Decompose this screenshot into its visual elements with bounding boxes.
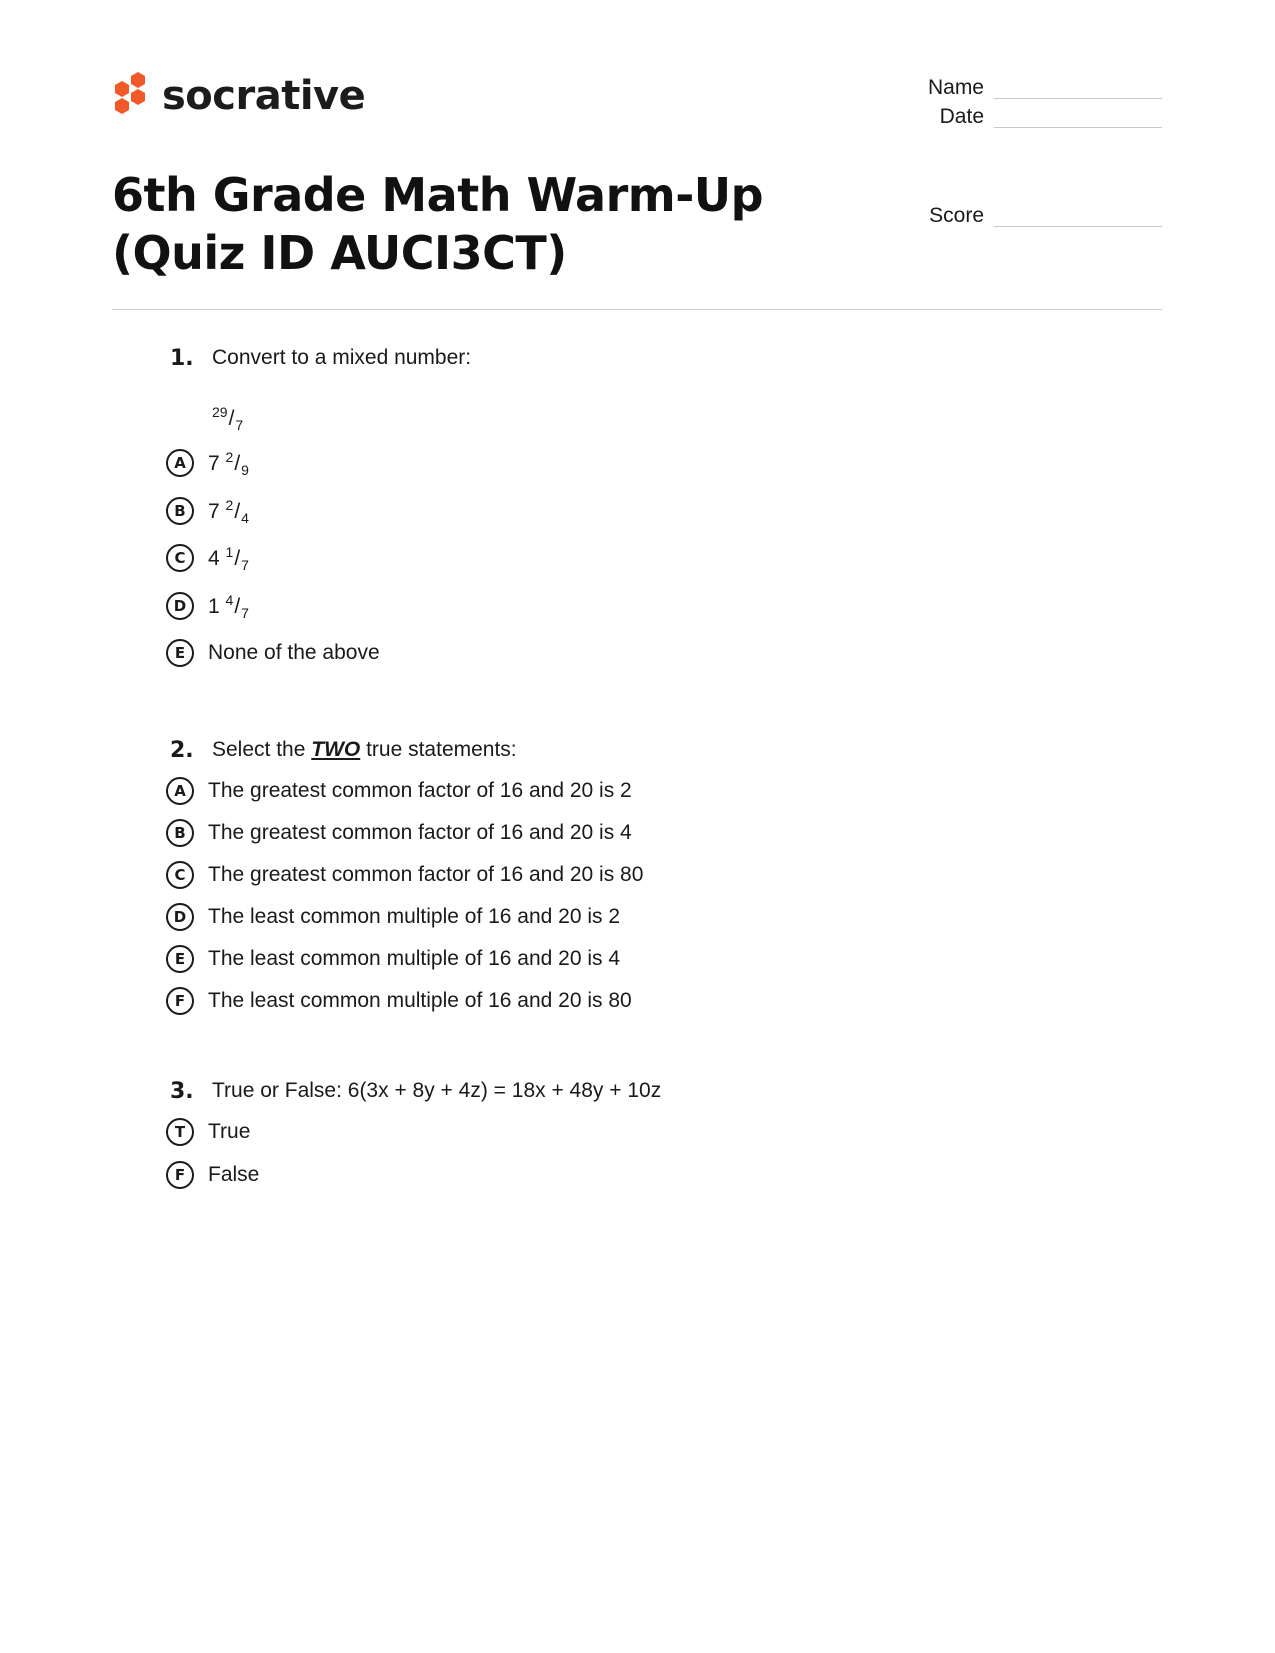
name-line[interactable] [994, 98, 1162, 99]
option-text: The greatest common factor of 16 and 20 is 4 [208, 821, 632, 844]
question-number: 3. [170, 1079, 194, 1104]
option-letter-badge: C [166, 544, 194, 572]
answer-option-c[interactable] [166, 541, 249, 575]
answer-option-b[interactable] [166, 816, 632, 850]
answer-option-e[interactable] [166, 942, 620, 976]
option-letter-badge: F [166, 1161, 194, 1189]
question-fraction: $^{29}/_7$ [212, 404, 244, 433]
logo-hexagon-icon [112, 72, 148, 120]
date-line[interactable] [994, 127, 1162, 128]
option-letter-badge: A [166, 777, 194, 805]
answer-option-c[interactable] [166, 858, 643, 892]
fraction-denominator: 7 [235, 417, 244, 433]
option-text: 4 $^1/_7$ [208, 543, 249, 573]
option-letter-badge: E [166, 945, 194, 973]
option-text: None of the above [208, 641, 380, 664]
header-divider [112, 309, 1162, 310]
option-text: 7 $^2/_4$ [208, 496, 249, 526]
answer-option-f[interactable] [166, 984, 632, 1018]
socrative-logo [112, 72, 365, 120]
question-text: True or False: 6(3x + 8y + 4z) = 18x + 48y + 10z [212, 1079, 662, 1102]
option-text: The least common multiple of 16 and 20 is 4 [208, 947, 621, 970]
name-label: Name [927, 76, 984, 99]
option-text: True [208, 1120, 251, 1143]
answer-option-b[interactable] [166, 494, 249, 528]
option-text: The least common multiple of 16 and 20 is 2 [208, 905, 621, 928]
brand-name: socrative [162, 73, 366, 119]
option-letter-badge: D [166, 903, 194, 931]
answer-option-a[interactable] [166, 774, 632, 808]
answer-option-e[interactable] [166, 636, 380, 670]
option-text: The greatest common factor of 16 and 20 is 2 [208, 779, 632, 802]
option-text: 7 $^2/_9$ [208, 448, 249, 478]
fraction-numerator: 29 [212, 404, 228, 420]
answer-option-a[interactable] [166, 446, 249, 480]
option-text: 1 $^4/_7$ [208, 591, 249, 621]
answer-option-true[interactable] [166, 1115, 250, 1149]
name-field[interactable] [880, 76, 1162, 106]
question-text: Select the TWO true statements: [212, 738, 517, 761]
score-label: Score [929, 204, 984, 227]
emphasis-text: TWO [311, 738, 361, 761]
option-letter-badge: D [166, 592, 194, 620]
option-letter-badge: A [166, 449, 194, 477]
option-letter-badge: T [166, 1118, 194, 1146]
option-letter-badge: F [166, 987, 194, 1015]
answer-option-d[interactable] [166, 589, 249, 623]
option-letter-badge: E [166, 639, 194, 667]
page-title: 6th Grade Math Warm-Up (Quiz ID AUCI3CT) [112, 168, 764, 280]
question-number: 1. [170, 346, 194, 371]
date-label: Date [939, 105, 984, 128]
score-line[interactable] [994, 226, 1162, 227]
option-text: False [208, 1163, 260, 1186]
option-letter-badge: B [166, 497, 194, 525]
option-text: The least common multiple of 16 and 20 is 80 [208, 989, 632, 1012]
option-letter-badge: B [166, 819, 194, 847]
option-letter-badge: C [166, 861, 194, 889]
score-field[interactable] [880, 204, 1162, 234]
option-text: The greatest common factor of 16 and 20 is 80 [208, 863, 644, 886]
answer-option-d[interactable] [166, 900, 620, 934]
question-text: Convert to a mixed number: [212, 346, 472, 369]
question-number: 2. [170, 738, 194, 763]
date-field[interactable] [880, 105, 1162, 135]
answer-option-false[interactable] [166, 1158, 259, 1192]
